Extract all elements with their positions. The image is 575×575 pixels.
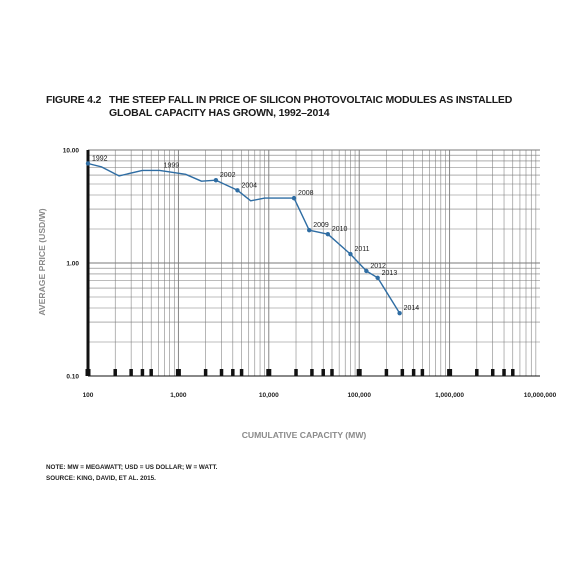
data-label: 2014 bbox=[403, 305, 420, 313]
data-label: 2011 bbox=[354, 246, 370, 254]
x-axis-block bbox=[294, 369, 298, 376]
x-axis-block bbox=[475, 369, 479, 376]
x-tick-label: 10,000,000 bbox=[523, 392, 557, 399]
x-axis-block bbox=[491, 369, 495, 376]
figure-label: FIGURE 4.2 bbox=[46, 94, 102, 106]
x-axis-block bbox=[447, 369, 452, 376]
data-point bbox=[86, 161, 90, 165]
y-tick-label: 0.10 bbox=[66, 373, 79, 381]
data-label: 2009 bbox=[313, 222, 329, 230]
data-point bbox=[326, 232, 330, 236]
figure-title: THE STEEP FALL IN PRICE OF SILICON PHOTOVOLTAIC MODULES AS INSTALLED GLOBAL CAPACITY HAS GROWN, 1992–2014 bbox=[109, 94, 513, 119]
chart-tick-labels bbox=[63, 148, 557, 400]
data-point bbox=[364, 269, 368, 273]
y-tick-label: 1.00 bbox=[66, 260, 79, 268]
x-axis-block bbox=[321, 369, 325, 376]
data-label: 1992 bbox=[92, 155, 108, 163]
x-axis-block bbox=[502, 369, 506, 376]
chart-series bbox=[86, 155, 420, 315]
x-axis-block bbox=[204, 369, 208, 376]
data-point bbox=[348, 252, 352, 256]
x-tick-label: 100 bbox=[82, 392, 94, 399]
data-point bbox=[292, 196, 296, 200]
data-label: 2012 bbox=[370, 262, 386, 270]
x-axis-block bbox=[231, 369, 235, 376]
x-axis-block bbox=[113, 369, 117, 376]
data-point bbox=[397, 311, 401, 315]
x-axis-block bbox=[141, 369, 145, 376]
x-axis-label: CUMULATIVE CAPACITY (MW) bbox=[241, 430, 367, 440]
y-tick-label: 10.00 bbox=[62, 147, 79, 155]
data-point bbox=[375, 276, 379, 280]
data-label: 2002 bbox=[219, 172, 236, 180]
source-text: SOURCE: KING, DAVID, ET AL. 2015. bbox=[46, 475, 156, 482]
x-axis-block bbox=[310, 369, 314, 376]
x-axis-block bbox=[220, 369, 224, 376]
x-axis-block bbox=[412, 369, 416, 376]
data-point bbox=[235, 188, 239, 192]
x-axis-block bbox=[330, 369, 334, 376]
data-label: 2004 bbox=[241, 182, 258, 190]
x-axis-block bbox=[149, 369, 153, 376]
data-label: 1999 bbox=[163, 162, 180, 170]
x-tick-label: 100,000 bbox=[347, 392, 371, 399]
x-axis-block bbox=[421, 369, 425, 376]
y-axis-label: AVERAGE PRICE (USD/W) bbox=[37, 208, 47, 316]
data-label: 2008 bbox=[297, 190, 314, 198]
x-tick-label: 1,000,000 bbox=[435, 392, 465, 399]
data-point bbox=[214, 178, 218, 182]
x-axis-block bbox=[129, 369, 133, 376]
x-axis-block bbox=[176, 369, 181, 376]
x-axis-block bbox=[266, 369, 271, 376]
chart-grid bbox=[86, 150, 541, 376]
x-axis-block bbox=[357, 369, 362, 376]
x-axis-block bbox=[240, 369, 244, 376]
x-axis-block bbox=[401, 369, 405, 376]
x-axis-block bbox=[511, 369, 514, 376]
note-text: NOTE: MW = MEGAWATT; USD = US DOLLAR; W = WATT. bbox=[46, 464, 218, 471]
x-axis-block bbox=[385, 369, 389, 376]
data-label: 2010 bbox=[331, 226, 348, 234]
x-tick-label: 1,000 bbox=[170, 392, 187, 399]
data-label: 2013 bbox=[381, 269, 398, 277]
chart-notes bbox=[46, 462, 217, 484]
data-point bbox=[307, 228, 311, 232]
x-tick-label: 10,000 bbox=[258, 392, 279, 399]
